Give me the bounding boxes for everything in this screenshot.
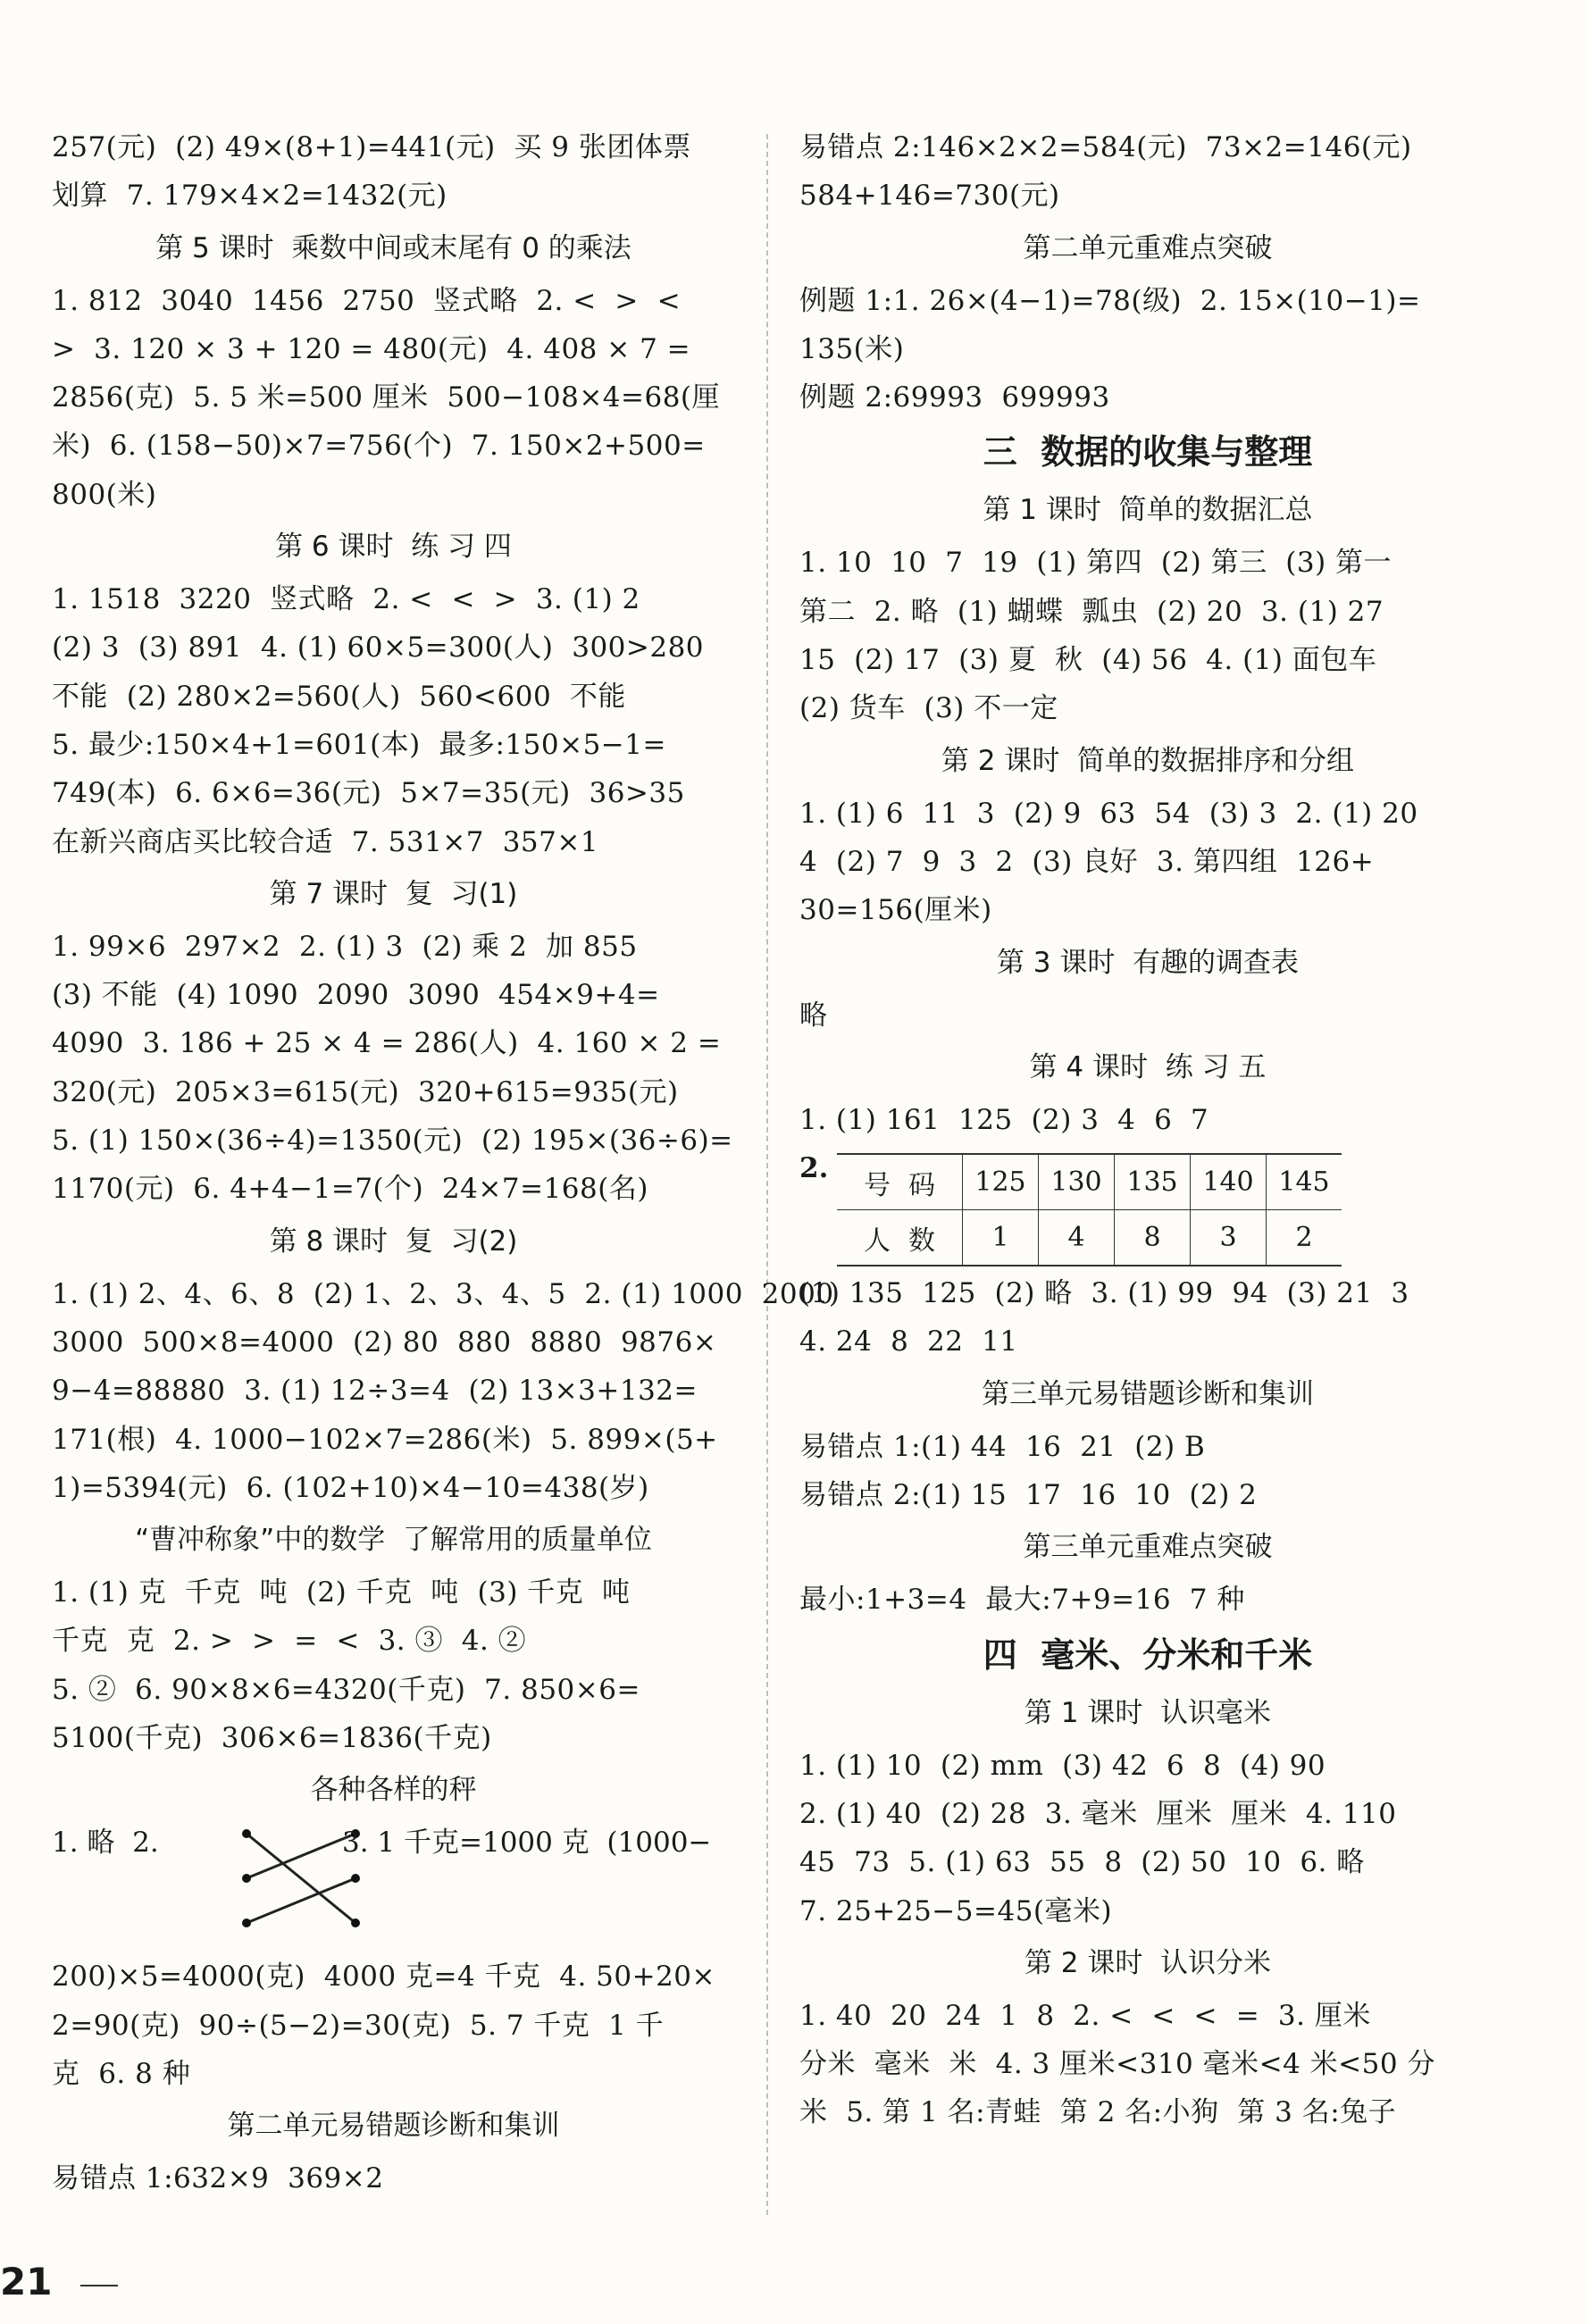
answer-line: 易错点 1:(1) 44 16 21 (2) B [799, 1430, 1206, 1463]
table-cell: 125 [963, 1154, 1039, 1210]
matching-dot [242, 1919, 251, 1927]
answer-line: 4. 24 8 22 11 [799, 1325, 1018, 1358]
answer-line: 克 6. 8 种 [52, 2057, 191, 2090]
table-row [837, 1210, 1342, 1266]
table-cell: 145 [1267, 1154, 1342, 1210]
answer-line: 171(根) 4. 1000−102×7=286(米) 5. 899×(5+ [52, 1423, 718, 1456]
answer-line: 例题 1:1. 26×(4−1)=78(级) 2. 15×(10−1)= [799, 284, 1421, 317]
answer-line: 千克 克 2. > > = < 3. ③ 4. ② [52, 1625, 527, 1658]
answer-line: 749(本) 6. 6×6=36(元) 5×7=35(元) 36>35 [52, 777, 685, 810]
answer-line: 第二 2. 略 (1) 蝴蝶 瓢虫 (2) 20 3. (1) 27 [799, 595, 1384, 628]
answer-line: 200)×5=4000(克) 4000 克=4 千克 4. 50+20× [52, 1960, 716, 1994]
table-row [837, 1154, 1342, 1210]
page-number: 21 [0, 2260, 53, 2303]
answer-line: 320(元) 205×3=615(元) 320+615=935(元) [52, 1075, 679, 1108]
lesson-heading: 第 6 课时 练 习 四 [275, 531, 512, 564]
answer-line: 584+146=730(元) [799, 180, 1060, 213]
table-cell: 130 [1039, 1154, 1115, 1210]
answer-line: 257(元) (2) 49×(8+1)=441(元) 买 9 张团体票 [52, 131, 691, 163]
answer-line: 易错点 2:146×2×2=584(元) 73×2=146(元) [799, 131, 1412, 163]
answer-line: 略 [799, 999, 828, 1032]
answer-line: 1. 40 20 24 1 8 2. < < < = 3. 厘米 [799, 1999, 1371, 2032]
answer-line: 3000 500×8=4000 (2) 80 880 8880 9876× [52, 1325, 717, 1358]
page-number-dash [80, 2285, 118, 2286]
matching-dot [242, 1874, 251, 1883]
answer-line: 5. 最少:150×4+1=601(本) 最多:150×5−1= [52, 728, 666, 761]
answer-line: 1. (1) 6 11 3 (2) 9 63 54 (3) 3 2. (1) 20 [799, 797, 1418, 830]
unit-title: 三 数据的收集与整理 [983, 431, 1313, 472]
answer-line: 1. (1) 克 千克 吨 (2) 千克 吨 (3) 千克 吨 [52, 1576, 631, 1609]
matching-answer-row [52, 1818, 735, 1952]
matching-dot [351, 1874, 360, 1883]
column-divider [766, 134, 768, 2215]
matching-dot [242, 1829, 251, 1838]
answer-line: 1. 10 10 7 19 (1) 第四 (2) 第三 (3) 第一 [799, 547, 1392, 580]
answer-line: (1) 135 125 (2) 略 3. (1) 99 94 (3) 21 3 [799, 1277, 1409, 1310]
lesson-heading: 第 3 课时 有趣的调查表 [996, 946, 1300, 979]
answer-text: 3. 1 千克=1000 克 (1000− [342, 1827, 712, 1860]
answer-line: 米) 6. (158−50)×7=756(个) 7. 150×2+500= [52, 430, 706, 463]
answer-line: 米 5. 第 1 名:青蛙 第 2 名:小狗 第 3 名:兔子 [799, 2096, 1397, 2129]
lesson-heading: 第 4 课时 练 习 五 [1029, 1050, 1267, 1083]
answer-line: 5. (1) 150×(36÷4)=1350(元) (2) 195×(36÷6)= [52, 1124, 733, 1158]
answer-line: 2=90(克) 90÷(5−2)=30(克) 5. 7 千克 1 千 [52, 2009, 665, 2042]
matching-dot [351, 1919, 360, 1927]
answer-line: 15 (2) 17 (3) 夏 秋 (4) 56 4. (1) 面包车 [799, 644, 1377, 677]
table-cell: 3 [1191, 1210, 1267, 1266]
answer-line: 分米 毫米 米 4. 3 厘米<310 毫米<4 米<50 分 [799, 2048, 1435, 2081]
answer-line: 5. ② 6. 90×8×6=4320(千克) 7. 850×6= [52, 1673, 640, 1706]
table-header-cell: 号码 [864, 1169, 953, 1201]
table-header-cell: 人数 [837, 1210, 963, 1266]
table-cell: 135 [1115, 1154, 1191, 1210]
lesson-heading: 第二单元重难点突破 [1023, 231, 1273, 264]
answer-line: > 3. 120 × 3 + 120 = 480(元) 4. 408 × 7 = [52, 332, 691, 365]
matching-line [247, 1834, 355, 1923]
unit-title: 四 毫米、分米和千米 [983, 1634, 1313, 1675]
table-cell: 4 [1039, 1210, 1115, 1266]
answer-line: 4090 3. 186 + 25 × 4 = 286(人) 4. 160 × 2 = [52, 1027, 722, 1060]
lesson-heading: “曹冲称象”中的数学 了解常用的质量单位 [135, 1524, 652, 1557]
lesson-heading: 第二单元易错题诊断和集训 [227, 2110, 560, 2143]
answer-line: (3) 不能 (4) 1090 2090 3090 454×9+4= [52, 979, 660, 1012]
answer-line: 1. (1) 161 125 (2) 3 4 6 7 [799, 1103, 1209, 1136]
lesson-heading: 第 2 课时 简单的数据排序和分组 [941, 744, 1355, 777]
table-cell: 2 [1267, 1210, 1342, 1266]
answer-line: 最小:1+3=4 最大:7+9=16 7 种 [799, 1584, 1245, 1617]
data-table [837, 1153, 1342, 1266]
left-column [52, 123, 834, 2203]
answer-line: 5100(千克) 306×6=1836(千克) [52, 1722, 492, 1755]
answer-line: 7. 25+25−5=45(毫米) [799, 1894, 1113, 1927]
data-table-row [799, 1144, 1496, 1269]
answer-line: 2. (1) 40 (2) 28 3. 毫米 厘米 厘米 4. 110 [799, 1797, 1397, 1830]
answer-line: 例题 2:69993 699993 [799, 381, 1110, 414]
lesson-heading: 第 7 课时 复 习(1) [269, 877, 518, 910]
answer-line: 800(米) [52, 478, 157, 511]
answer-line: 易错点 2:(1) 15 17 16 10 (2) 2 [799, 1479, 1258, 1512]
lesson-heading: 第 5 课时 乘数中间或末尾有 0 的乘法 [155, 231, 631, 264]
answer-line: 135(米) [799, 332, 905, 365]
answer-line: 1)=5394(元) 6. (102+10)×4−10=438(岁) [52, 1471, 649, 1504]
table-cell: 140 [1191, 1154, 1267, 1210]
answer-line: 1. 812 3040 1456 2750 竖式略 2. < > < [52, 284, 682, 317]
matching-line [247, 1878, 355, 1923]
table-cell: 1 [963, 1210, 1039, 1266]
answer-line: 1. (1) 10 (2) mm (3) 42 6 8 (4) 90 [799, 1749, 1326, 1782]
answer-text: 1. 略 2. [52, 1827, 159, 1860]
right-column [799, 123, 1496, 2137]
answer-line: (2) 3 (3) 891 4. (1) 60×5=300(人) 300>280 [52, 631, 705, 665]
answer-line: 不能 (2) 280×2=560(人) 560<600 不能 [52, 680, 626, 713]
answer-line: 划算 7. 179×4×2=1432(元) [52, 180, 447, 213]
lesson-heading: 第 1 课时 认识毫米 [1024, 1696, 1272, 1729]
lesson-heading: 第 1 课时 简单的数据汇总 [983, 494, 1313, 527]
lesson-heading: 各种各样的秤 [310, 1774, 477, 1807]
lesson-heading: 第三单元易错题诊断和集训 [982, 1377, 1314, 1410]
lesson-heading: 第三单元重难点突破 [1023, 1531, 1273, 1564]
lesson-heading: 第 2 课时 认识分米 [1024, 1946, 1272, 1979]
answer-line: 1. (1) 2、4、6、8 (2) 1、2、3、4、5 2. (1) 1000 2000 [52, 1277, 834, 1310]
answer-line: 9−4=88880 3. (1) 12÷3=4 (2) 13×3+132= [52, 1375, 698, 1408]
table-cell: 8 [1115, 1210, 1191, 1266]
answer-line: 1170(元) 6. 4+4−1=7(个) 24×7=168(名) [52, 1173, 648, 1206]
matching-line [247, 1834, 355, 1878]
answer-line: 1. 1518 3220 竖式略 2. < < > 3. (1) 2 [52, 583, 640, 616]
lesson-heading: 第 8 课时 复 习(2) [269, 1225, 518, 1258]
question-number: 2. [799, 1152, 829, 1185]
answer-line: 1. 99×6 297×2 2. (1) 3 (2) 乘 2 加 855 [52, 930, 638, 963]
answer-line: 30=156(厘米) [799, 894, 992, 927]
answer-line: 在新兴商店买比较合适 7. 531×7 357×1 [52, 825, 599, 858]
answer-line: 45 73 5. (1) 63 55 8 (2) 50 10 6. 略 [799, 1846, 1365, 1879]
answer-line: 2856(克) 5. 5 米=500 厘米 500−108×4=68(厘 [52, 381, 721, 414]
answer-line: 易错点 1:632×9 369×2 [52, 2162, 384, 2195]
answer-line: 4 (2) 7 9 3 2 (3) 良好 3. 第四组 126+ [799, 845, 1375, 878]
answer-line: (2) 货车 (3) 不一定 [799, 692, 1058, 725]
